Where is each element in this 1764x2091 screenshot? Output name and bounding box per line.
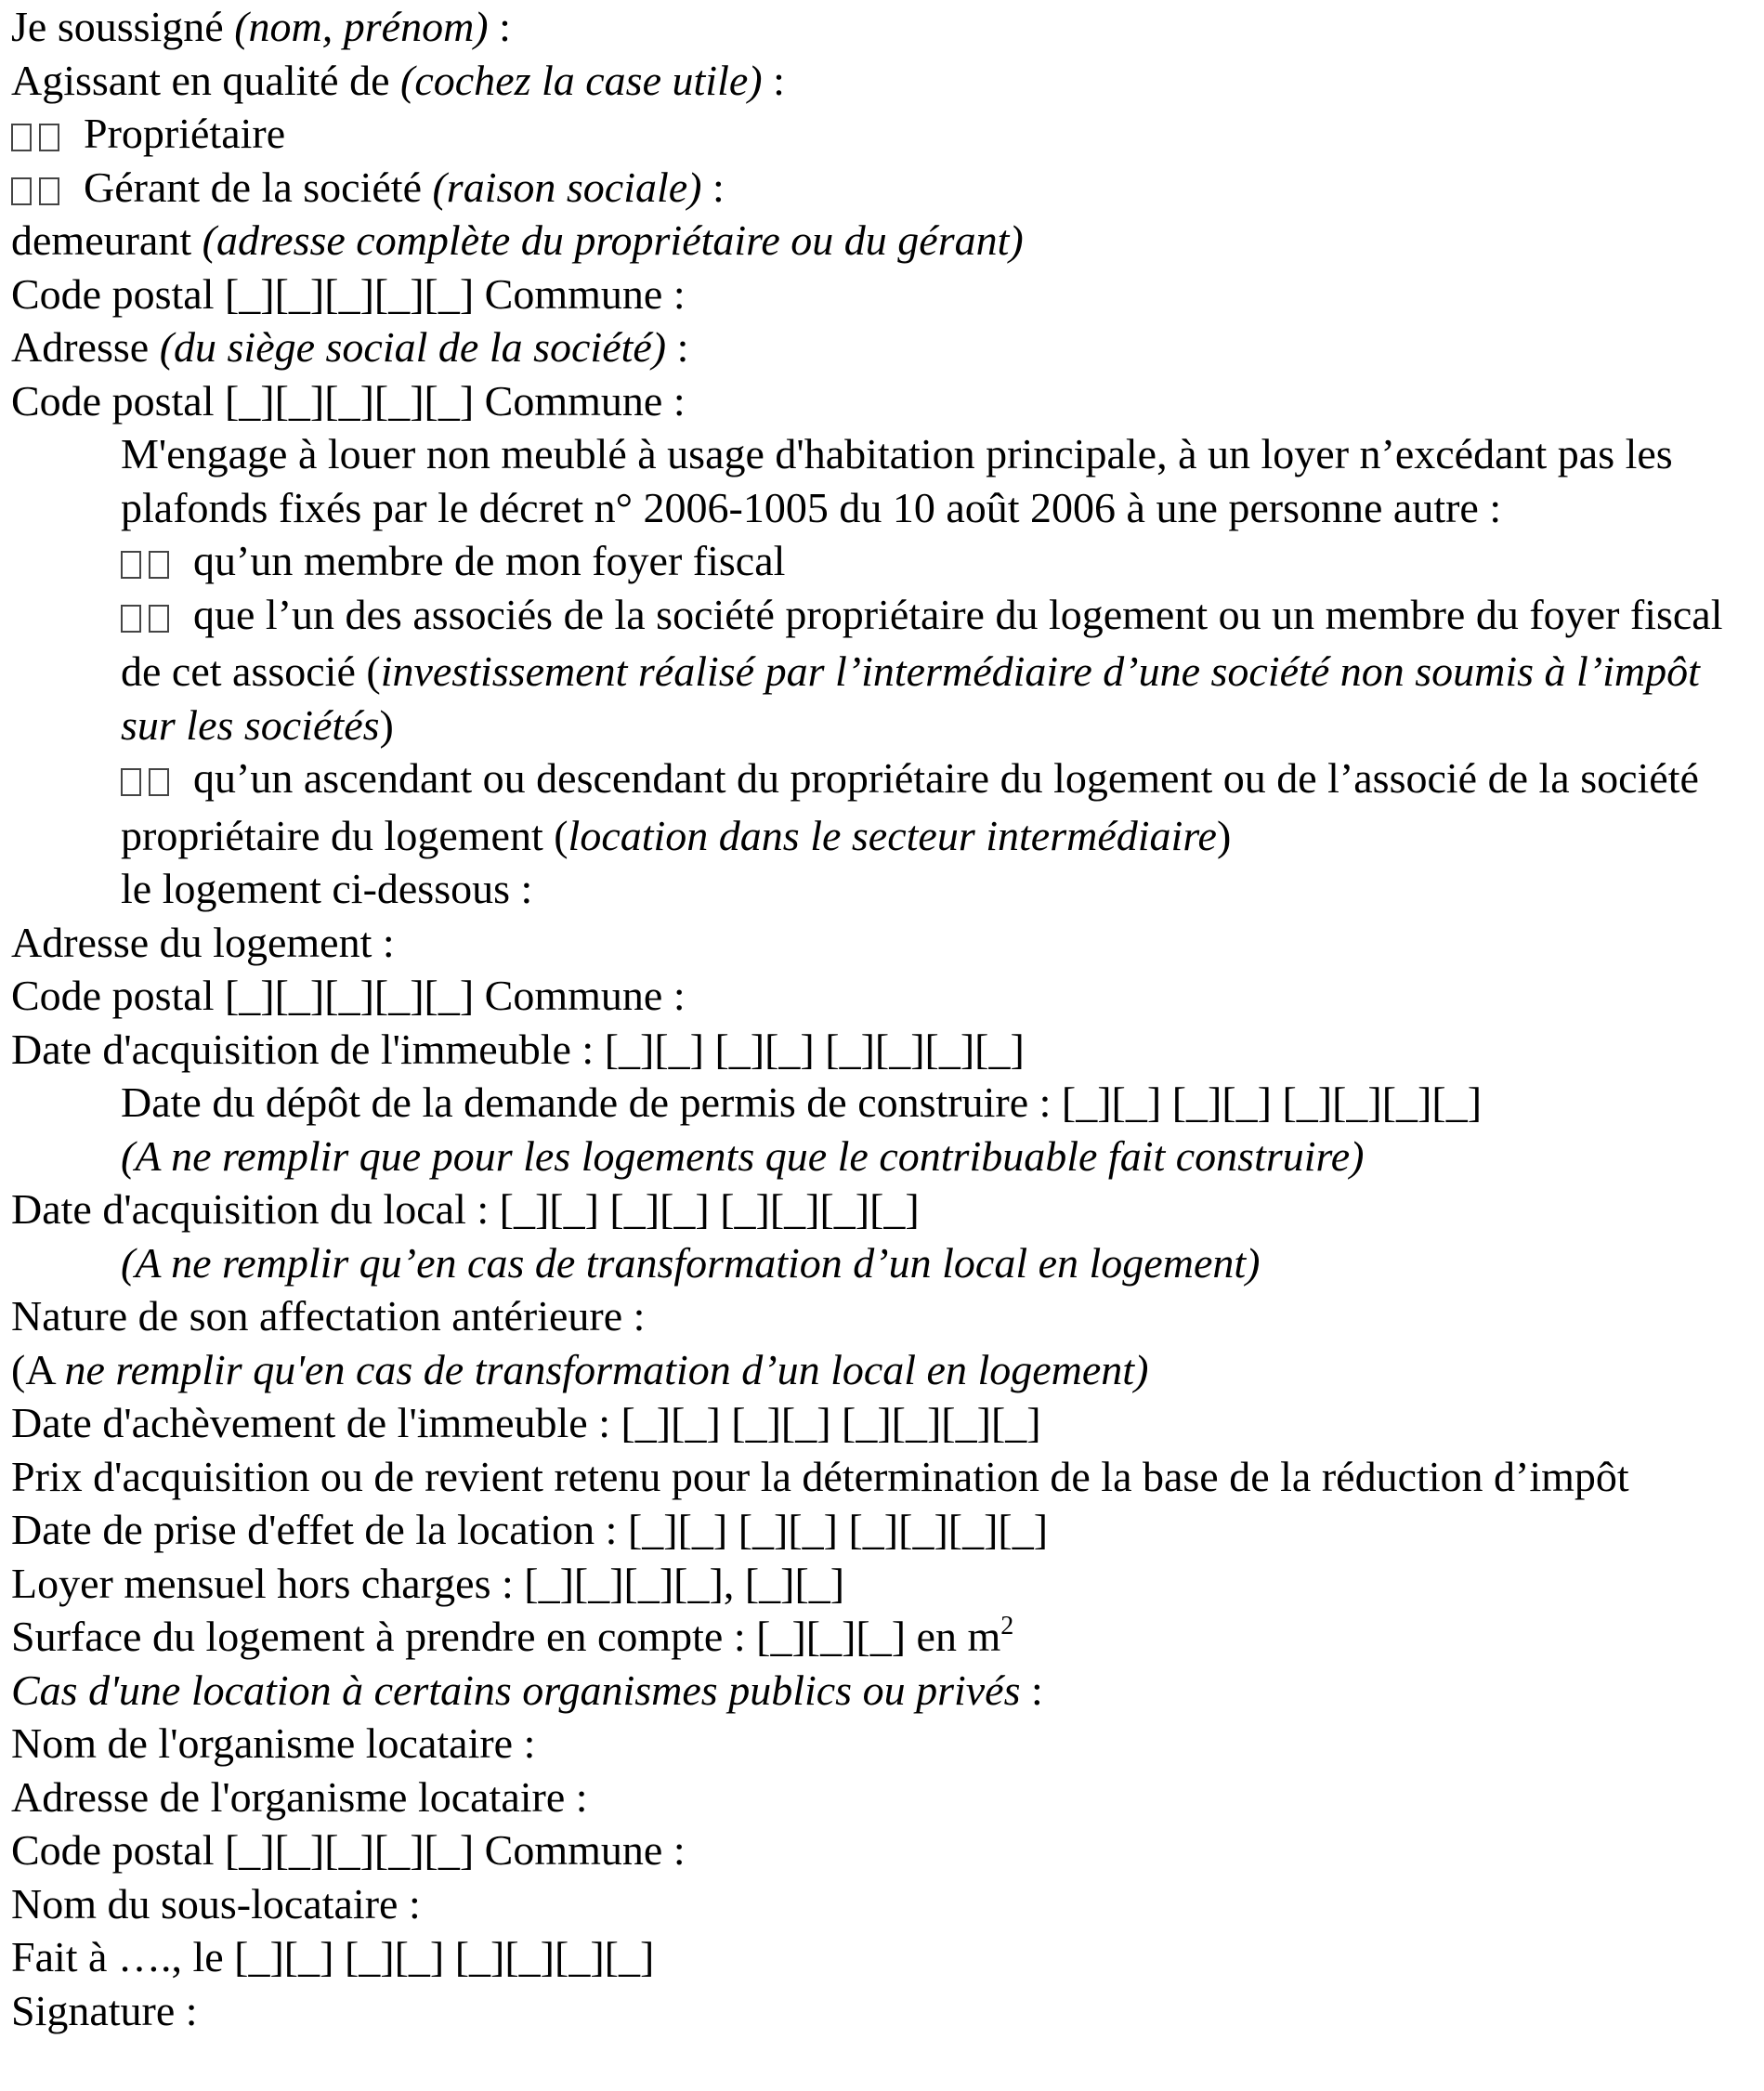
adresse-siege-line <box>11 320 1757 374</box>
checkbox-box-icon <box>11 124 32 151</box>
nom-organisme-field[interactable]: Nom de l'organisme locataire : <box>11 1719 536 1767</box>
associe-checkbox[interactable] <box>121 592 176 646</box>
qualite-label: Agissant en qualité de <box>11 56 401 104</box>
ascendant-text: qu’un ascendant ou descendant du propriétaire du logement ou de l’associé de la société propriétaire du logement ( <box>121 754 1699 859</box>
surface-text: Surface du logement à prendre en compte : [_][_][_] en m <box>11 1613 1001 1660</box>
demeurant-hint: (adresse complète du propriétaire ou du gérant) <box>202 216 1024 264</box>
date-acquisition-immeuble-field[interactable]: Date d'acquisition de l'immeuble : [_][_] [_][_] [_][_][_][_] <box>11 1025 1025 1073</box>
cas-organismes-suffix: : <box>1020 1666 1043 1714</box>
adresse-siege-hint: (du siège social de la société) <box>159 323 667 371</box>
gerant-label: Gérant de la société <box>84 163 433 211</box>
adresse-organisme-field[interactable]: Adresse de l'organisme locataire : <box>11 1772 588 1821</box>
date-prise-effet-field[interactable]: Date de prise d'effet de la location : [_][_] [_][_] [_][_][_][_] <box>11 1506 1049 1553</box>
qualite-hint: (cochez la case utile) <box>400 56 763 104</box>
option-associe <box>11 588 1757 752</box>
gerant-hint: (raison sociale) <box>432 163 702 211</box>
demeurant-label: demeurant <box>11 216 203 264</box>
soussigne-line <box>11 0 1757 54</box>
date-achevement-field[interactable]: Date d'achèvement de l'immeuble : [_][_] [_][_] [_][_][_][_] <box>11 1399 1041 1446</box>
soussigne-hint: (nom, prénom) <box>234 3 489 50</box>
ascendant-suffix: ) <box>1216 811 1232 859</box>
note-construire: (A ne remplir que pour les logements que le contribuable fait construire) <box>121 1131 1365 1180</box>
loyer-mensuel-field[interactable]: Loyer mensuel hors charges : [_][_][_][_], [_][_] <box>11 1559 845 1607</box>
qualite-line <box>11 54 1757 108</box>
note-hint: ne remplir qu'en cas de transformation d’un local en logement) <box>64 1345 1149 1393</box>
cas-organismes-hint: Cas d'une location à certains organismes publics ou privés <box>11 1666 1021 1714</box>
cas-organismes-heading <box>11 1664 1757 1718</box>
checkbox-box-icon <box>121 551 141 579</box>
soussigne-suffix: : <box>488 3 511 50</box>
signature-field[interactable]: Signature : <box>11 1986 198 2034</box>
option-foyer <box>11 534 1757 588</box>
adresse-logement-field[interactable]: Adresse du logement : <box>11 918 395 966</box>
note-transformation: (A ne remplir qu’en cas de transformation d’un local en logement) <box>121 1238 1261 1287</box>
proprietaire-checkbox[interactable] <box>11 111 67 164</box>
soussigne-label: Je soussigné <box>11 3 235 50</box>
declaration-form <box>11 0 1757 2037</box>
associe-suffix: ) <box>379 700 394 749</box>
checkbox-box-icon <box>11 177 32 205</box>
adresse-siege-suffix: : <box>666 323 689 371</box>
code-postal-field[interactable]: Code postal [_][_][_][_][_] Commune : <box>11 376 686 425</box>
code-postal-field[interactable]: Code postal [_][_][_][_][_] Commune : <box>11 269 686 318</box>
surface-field[interactable] <box>11 1610 1757 1664</box>
option-ascendant <box>11 751 1757 862</box>
checkbox-box-icon <box>149 551 169 579</box>
logement-ci-dessous: le logement ci-dessous : <box>121 865 533 912</box>
prix-acquisition-field[interactable]: Prix d'acquisition ou de revient retenu pour la détermination de la base de la réduction d’impôt <box>11 1452 1629 1500</box>
checkbox-box-icon <box>149 768 169 796</box>
code-postal-field[interactable]: Code postal [_][_][_][_][_] Commune : <box>11 1826 686 1874</box>
demeurant-line <box>11 214 1757 268</box>
note-prefix: (A <box>11 1345 65 1393</box>
gerant-checkbox[interactable] <box>11 164 67 218</box>
date-depot-permis-field[interactable]: Date du dépôt de la demande de permis de construire : [_][_] [_][_] [_][_][_][_] <box>121 1078 1483 1126</box>
checkbox-box-icon <box>121 768 141 796</box>
checkbox-box-icon <box>39 124 59 151</box>
nom-sous-locataire-field[interactable]: Nom du sous-locataire : <box>11 1879 421 1928</box>
associe-text: que l’un des associés de la société propriétaire du logement ou un membre du foyer fiscal de cet associé ( <box>121 590 1723 695</box>
foyer-label: qu’un membre de mon foyer fiscal <box>193 537 786 584</box>
checkbox-box-icon <box>121 605 141 633</box>
fait-a-field[interactable]: Fait à …., le [_][_] [_][_] [_][_][_][_] <box>11 1933 655 1980</box>
option-gerant <box>11 161 1757 215</box>
ascendant-checkbox[interactable] <box>121 755 176 809</box>
gerant-suffix: : <box>701 163 725 211</box>
date-acquisition-local-field[interactable]: Date d'acquisition du local : [_][_] [_][_] [_][_][_][_] <box>11 1185 920 1233</box>
associe-hint: investissement réalisé par l’intermédiaire d’une société non soumis à l’impôt sur les sociétés <box>121 647 1700 749</box>
qualite-suffix: : <box>762 56 785 104</box>
option-proprietaire <box>11 107 1757 161</box>
ascendant-hint: location dans le secteur intermédiaire <box>568 811 1217 859</box>
surface-exponent: 2 <box>1000 1612 1014 1640</box>
checkbox-box-icon <box>149 605 169 633</box>
foyer-checkbox[interactable] <box>121 538 176 592</box>
checkbox-box-icon <box>39 177 59 205</box>
adresse-siege-label: Adresse <box>11 323 160 371</box>
nature-affectation-field[interactable]: Nature de son affectation antérieure : <box>11 1292 646 1340</box>
engagement-paragraph: M'engage à louer non meublé à usage d'habitation principale, à un loyer n’excédant pas les plafonds fixés par le décret n° 2006-1005 du 10 août 2006 à une personne autre : <box>121 430 1673 531</box>
note-transformation-2 <box>11 1343 1757 1397</box>
proprietaire-label: Propriétaire <box>84 110 286 157</box>
code-postal-field[interactable]: Code postal [_][_][_][_][_] Commune : <box>11 972 686 1019</box>
